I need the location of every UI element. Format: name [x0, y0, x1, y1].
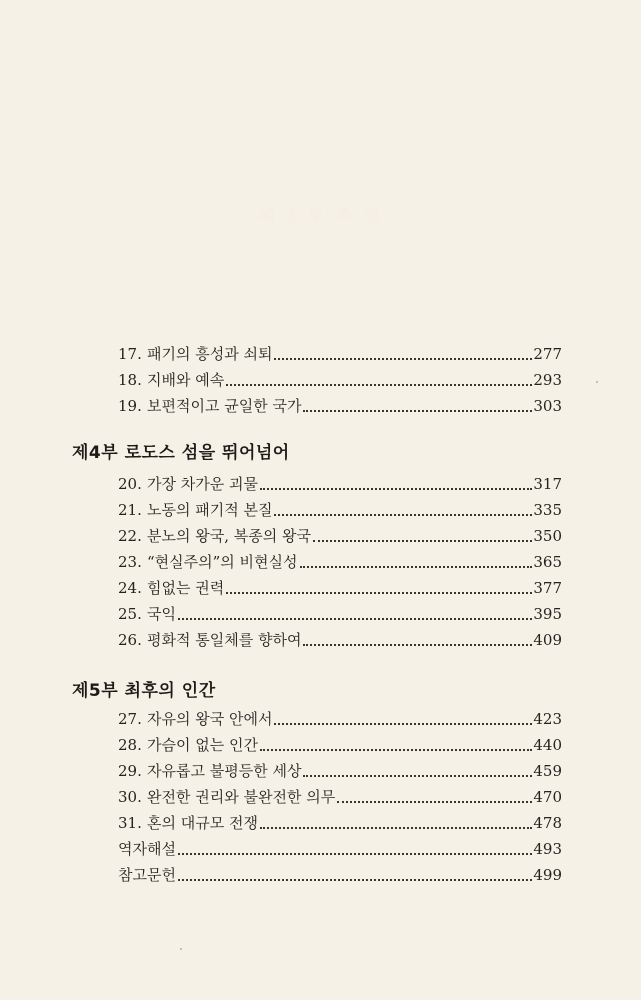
toc-entry — [118, 368, 562, 392]
paper-speck — [180, 948, 182, 950]
entry-title: 완전한 권리와 불완전한 의무 — [147, 788, 336, 806]
toc-entry — [118, 576, 562, 600]
entry-page: 303 — [533, 397, 562, 415]
entry-number: 29. — [118, 762, 142, 780]
entry-number: 22. — [118, 527, 142, 545]
toc-entry — [118, 863, 562, 887]
entry-title: 지배와 예속 — [147, 371, 225, 389]
faded-part-title: 제 3 부 주 권 — [257, 207, 384, 227]
entry-number: 21. — [118, 501, 142, 519]
entry-title: 분노의 왕국, 복종의 왕국 — [147, 527, 311, 545]
entry-title: 가슴이 없는 인간 — [147, 736, 258, 754]
dot-leader — [274, 514, 532, 516]
entry-title: 자유롭고 불평등한 세상 — [147, 762, 302, 780]
dot-leader — [226, 384, 532, 386]
toc-entry — [118, 759, 562, 783]
entry-number: 31. — [118, 814, 142, 832]
dot-leader — [337, 801, 532, 803]
dot-leader — [178, 853, 532, 855]
entry-title: 국익 — [147, 605, 176, 623]
entry-page: 440 — [533, 736, 562, 754]
part5-heading: 제5부 최후의 인간 — [72, 681, 216, 701]
entry-number: 18. — [118, 371, 142, 389]
entry-page: 493 — [533, 840, 562, 858]
dot-leader — [226, 592, 532, 594]
dot-leader — [260, 749, 532, 751]
dot-leader — [274, 358, 532, 360]
toc-entry — [118, 707, 562, 731]
toc-entry — [118, 550, 562, 574]
entry-title: “현실주의”의 비현실성 — [147, 553, 298, 571]
toc-entry — [118, 837, 562, 861]
dot-leader — [303, 644, 532, 646]
entry-page: 423 — [533, 710, 562, 728]
entry-title: 가장 차가운 괴물 — [147, 475, 258, 493]
entry-number: 30. — [118, 788, 142, 806]
entry-page: 293 — [533, 371, 562, 389]
entry-page: 459 — [533, 762, 562, 780]
entry-page: 409 — [533, 631, 562, 649]
entry-number: 26. — [118, 631, 142, 649]
toc-entry — [118, 498, 562, 522]
dot-leader — [313, 540, 532, 542]
entry-number: 17. — [118, 345, 142, 363]
entry-page: 377 — [533, 579, 562, 597]
entry-number: 23. — [118, 553, 142, 571]
paper-speck — [596, 381, 598, 383]
toc-entry — [118, 394, 562, 418]
entry-page: 470 — [533, 788, 562, 806]
toc-entry — [118, 524, 562, 548]
dot-leader — [274, 723, 532, 725]
toc-entry — [118, 602, 562, 626]
toc-entry — [118, 733, 562, 757]
entry-title: 자유의 왕국 안에서 — [147, 710, 273, 728]
entry-title: 노동의 패기적 본질 — [147, 501, 273, 519]
entry-title: 평화적 통일체를 향하여 — [147, 631, 302, 649]
dot-leader — [178, 879, 532, 881]
entry-title: 패기의 흥성과 쇠퇴 — [147, 345, 273, 363]
part4-heading: 제4부 로도스 섬을 뛰어넘어 — [72, 443, 290, 463]
entry-page: 335 — [533, 501, 562, 519]
toc-entry — [118, 472, 562, 496]
toc-entry — [118, 785, 562, 809]
dot-leader — [303, 775, 532, 777]
entry-title: 역자해설 — [118, 840, 176, 858]
entry-page: 395 — [533, 605, 562, 623]
entry-number: 24. — [118, 579, 142, 597]
entry-number: 25. — [118, 605, 142, 623]
entry-number: 19. — [118, 397, 142, 415]
entry-title: 참고문헌 — [118, 866, 176, 884]
entry-page: 499 — [533, 866, 562, 884]
dot-leader — [300, 566, 533, 568]
entry-page: 478 — [533, 814, 562, 832]
toc-entry — [118, 342, 562, 366]
entry-title: 힘없는 권력 — [147, 579, 225, 597]
dot-leader — [178, 618, 532, 620]
dot-leader — [260, 488, 532, 490]
entry-page: 365 — [533, 553, 562, 571]
entry-title: 보편적이고 균일한 국가 — [147, 397, 302, 415]
entry-page: 350 — [533, 527, 562, 545]
dot-leader — [260, 827, 532, 829]
toc-entry — [118, 628, 562, 652]
dot-leader — [303, 410, 532, 412]
entry-number: 27. — [118, 710, 142, 728]
toc-entry — [118, 811, 562, 835]
entry-number: 20. — [118, 475, 142, 493]
entry-number: 28. — [118, 736, 142, 754]
entry-page: 277 — [533, 345, 562, 363]
entry-page: 317 — [533, 475, 562, 493]
entry-title: 혼의 대규모 전쟁 — [147, 814, 258, 832]
